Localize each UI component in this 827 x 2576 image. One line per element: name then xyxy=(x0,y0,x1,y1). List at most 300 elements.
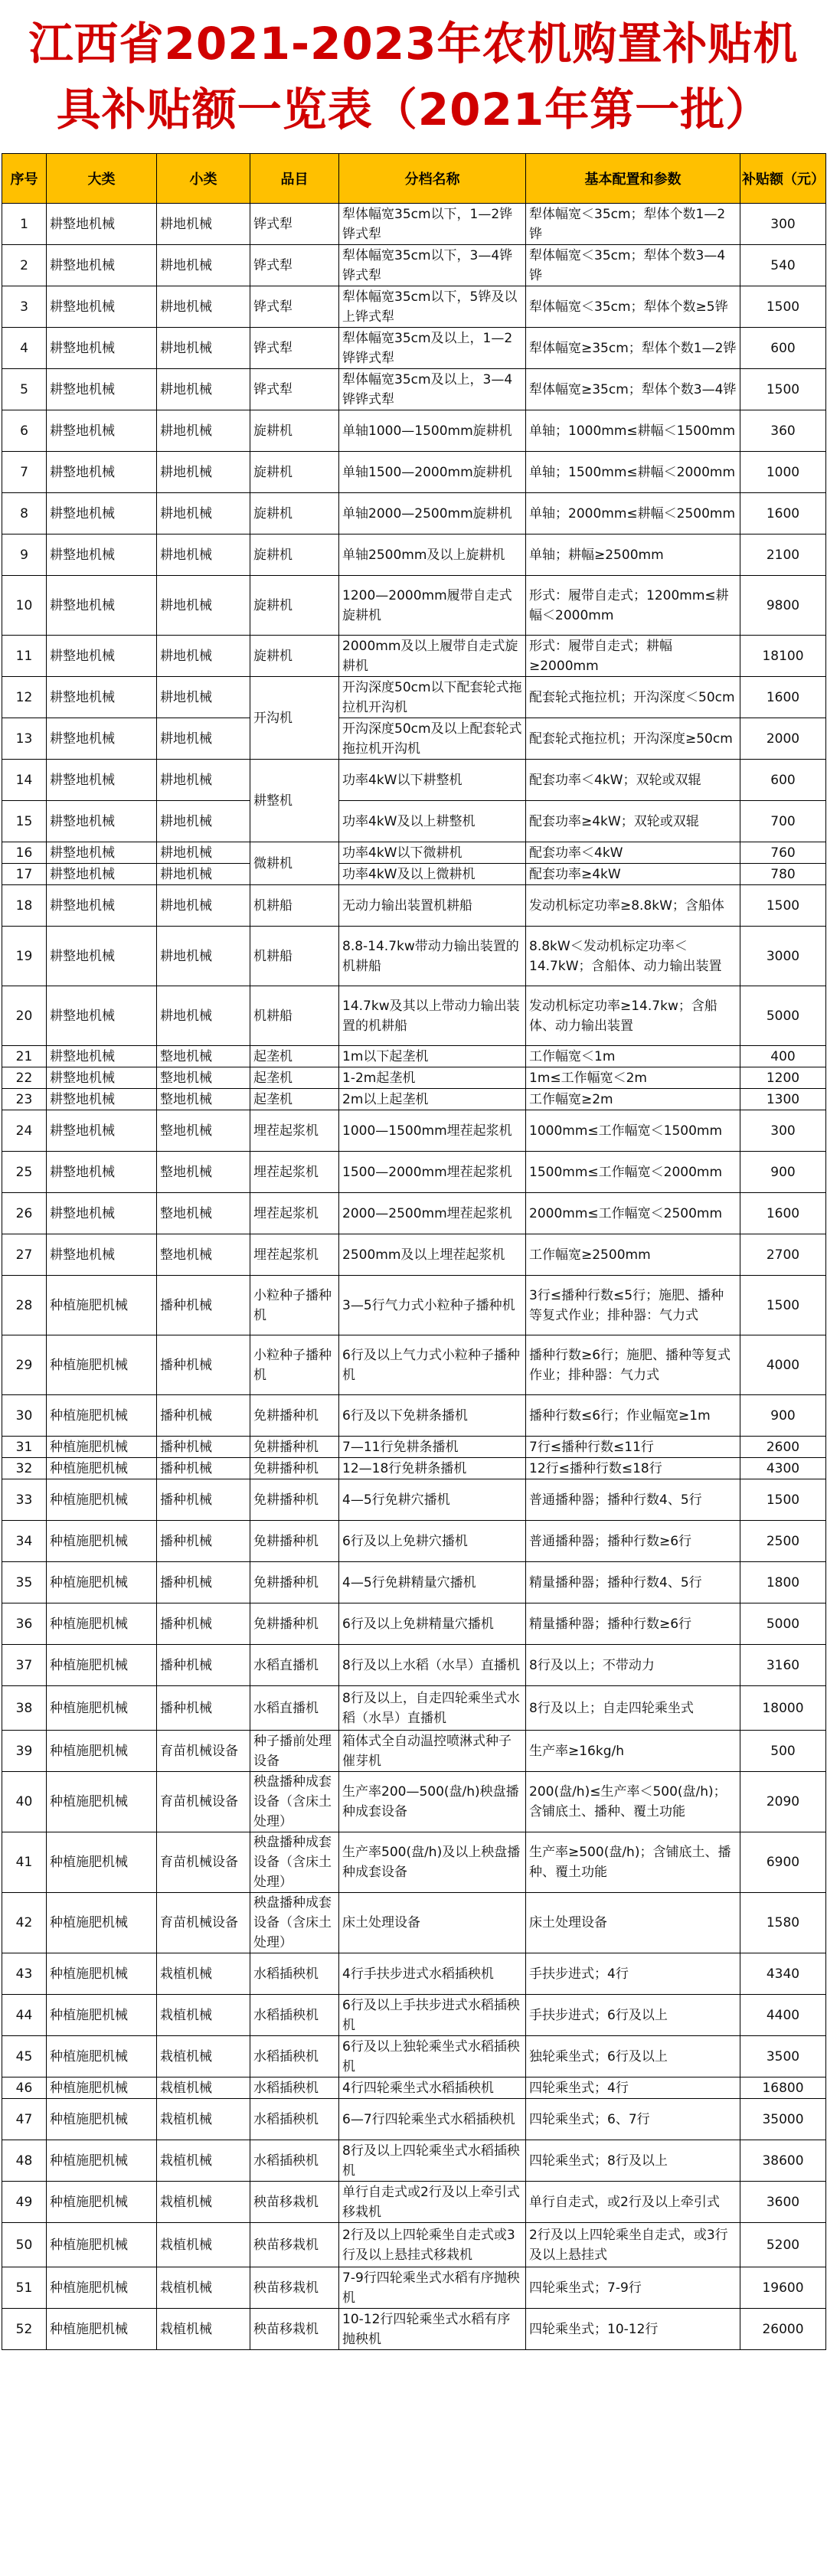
item-cell: 水稻插秧机 xyxy=(250,2099,339,2140)
category-cell: 种植施肥机械 xyxy=(47,2099,157,2140)
grade-cell: 床土处理设备 xyxy=(339,1893,526,1953)
subcategory-cell: 播种机械 xyxy=(157,1521,250,1562)
category-cell: 耕整地机械 xyxy=(47,410,157,452)
table-row xyxy=(2,534,826,576)
row-number: 33 xyxy=(2,1479,47,1521)
amount-cell: 540 xyxy=(740,245,826,286)
spec-cell: 犁体幅宽＜35cm；犁体个数1—2铧 xyxy=(526,204,740,245)
item-cell: 免耕播种机 xyxy=(250,1521,339,1562)
spec-cell: 7行≤播种行数≤11行 xyxy=(526,1437,740,1458)
amount-cell: 18000 xyxy=(740,1686,826,1731)
grade-cell: 7—11行免耕条播机 xyxy=(339,1437,526,1458)
table-row xyxy=(2,1995,826,2036)
table-row xyxy=(2,204,826,245)
row-number: 44 xyxy=(2,1995,47,2036)
amount-cell: 4340 xyxy=(740,1953,826,1995)
amount-cell: 1600 xyxy=(740,1193,826,1234)
spec-cell: 生产率≥500(盘/h)；含铺底土、播种、覆土功能 xyxy=(526,1832,740,1893)
spec-cell: 犁体幅宽＜35cm；犁体个数≥5铧 xyxy=(526,286,740,328)
category-cell: 耕整地机械 xyxy=(47,534,157,576)
category-cell: 种植施肥机械 xyxy=(47,2182,157,2223)
row-number: 9 xyxy=(2,534,47,576)
table-row xyxy=(2,576,826,636)
subcategory-cell: 耕地机械 xyxy=(157,927,250,986)
category-cell: 耕整地机械 xyxy=(47,1152,157,1193)
table-row xyxy=(2,1562,826,1603)
table-row xyxy=(2,1067,826,1089)
item-cell: 免耕播种机 xyxy=(250,1562,339,1603)
grade-cell: 4行手扶步进式水稻插秧机 xyxy=(339,1953,526,1995)
grade-cell: 无动力输出装置机耕船 xyxy=(339,885,526,927)
grade-cell: 2行及以上四轮乘坐自走式或3行及以上悬挂式移栽机 xyxy=(339,2223,526,2267)
amount-cell: 1300 xyxy=(740,1089,826,1110)
grade-cell: 12—18行免耕条播机 xyxy=(339,1458,526,1479)
category-cell: 耕整地机械 xyxy=(47,1110,157,1152)
row-number: 8 xyxy=(2,493,47,534)
amount-cell: 360 xyxy=(740,410,826,452)
amount-cell: 19600 xyxy=(740,2267,826,2309)
spec-cell: 精量播种器；播种行数≥6行 xyxy=(526,1603,740,1645)
table-row xyxy=(2,452,826,493)
table-row xyxy=(2,2223,826,2267)
spec-cell: 手扶步进式；6行及以上 xyxy=(526,1995,740,2036)
row-number: 3 xyxy=(2,286,47,328)
spec-cell: 手扶步进式；4行 xyxy=(526,1953,740,1995)
table-row xyxy=(2,1276,826,1335)
amount-cell: 2600 xyxy=(740,1437,826,1458)
subcategory-cell: 耕地机械 xyxy=(157,493,250,534)
spec-cell: 1m≤工作幅宽＜2m xyxy=(526,1067,740,1089)
spec-cell: 配套轮式拖拉机；开沟深度＜50cm xyxy=(526,677,740,718)
table-row xyxy=(2,927,826,986)
amount-cell: 400 xyxy=(740,1046,826,1067)
table-row xyxy=(2,493,826,534)
spec-cell: 8行及以上；自走四轮乘坐式 xyxy=(526,1686,740,1731)
item-cell: 旋耕机 xyxy=(250,576,339,636)
item-cell: 机耕船 xyxy=(250,885,339,927)
amount-cell: 700 xyxy=(740,801,826,842)
table-header-row xyxy=(2,154,826,204)
spec-cell: 四轮乘坐式；8行及以上 xyxy=(526,2140,740,2182)
item-cell: 免耕播种机 xyxy=(250,1437,339,1458)
spec-cell: 1000mm≤工作幅宽＜1500mm xyxy=(526,1110,740,1152)
category-cell: 种植施肥机械 xyxy=(47,1893,157,1953)
item-cell: 小粒种子播种机 xyxy=(250,1276,339,1335)
row-number: 17 xyxy=(2,864,47,885)
amount-cell: 3500 xyxy=(740,2036,826,2077)
grade-cell: 功率4kW及以上耕整机 xyxy=(339,801,526,842)
category-cell: 耕整地机械 xyxy=(47,760,157,801)
grade-cell: 开沟深度50cm以下配套轮式拖拉机开沟机 xyxy=(339,677,526,718)
table-row xyxy=(2,1437,826,1458)
row-number: 28 xyxy=(2,1276,47,1335)
table-row xyxy=(2,1395,826,1437)
category-cell: 种植施肥机械 xyxy=(47,2267,157,2309)
item-cell: 埋茬起浆机 xyxy=(250,1152,339,1193)
amount-cell: 1800 xyxy=(740,1562,826,1603)
row-number: 21 xyxy=(2,1046,47,1067)
item-cell: 免耕播种机 xyxy=(250,1479,339,1521)
subcategory-cell: 育苗机械设备 xyxy=(157,1832,250,1893)
row-number: 43 xyxy=(2,1953,47,1995)
subcategory-cell: 整地机械 xyxy=(157,1089,250,1110)
table-row xyxy=(2,1110,826,1152)
grade-cell: 犁体幅宽35cm以下，3—4铧铧式犁 xyxy=(339,245,526,286)
amount-cell: 5000 xyxy=(740,986,826,1046)
category-cell: 种植施肥机械 xyxy=(47,1437,157,1458)
grade-cell: 6行及以上免耕精量穴播机 xyxy=(339,1603,526,1645)
table-row xyxy=(2,1193,826,1234)
item-cell: 起垄机 xyxy=(250,1046,339,1067)
row-number: 14 xyxy=(2,760,47,801)
row-number: 13 xyxy=(2,718,47,760)
row-number: 46 xyxy=(2,2077,47,2099)
category-cell: 种植施肥机械 xyxy=(47,1521,157,1562)
category-cell: 种植施肥机械 xyxy=(47,1995,157,2036)
row-number: 26 xyxy=(2,1193,47,1234)
row-number: 36 xyxy=(2,1603,47,1645)
amount-cell: 1500 xyxy=(740,286,826,328)
item-cell: 铧式犁 xyxy=(250,328,339,369)
table-row xyxy=(2,801,826,842)
amount-cell: 1200 xyxy=(740,1067,826,1089)
spec-cell: 四轮乘坐式；4行 xyxy=(526,2077,740,2099)
spec-cell: 播种行数≤6行；作业幅宽≥1m xyxy=(526,1395,740,1437)
row-number: 10 xyxy=(2,576,47,636)
row-number: 38 xyxy=(2,1686,47,1731)
amount-cell: 38600 xyxy=(740,2140,826,2182)
spec-cell: 工作幅宽＜1m xyxy=(526,1046,740,1067)
amount-cell: 1500 xyxy=(740,369,826,410)
category-cell: 耕整地机械 xyxy=(47,204,157,245)
item-cell: 小粒种子播种机 xyxy=(250,1335,339,1395)
spec-cell: 配套功率≥4kW；双轮或双辊 xyxy=(526,801,740,842)
table-row xyxy=(2,986,826,1046)
item-cell: 秧盘播种成套设备（含床土处理） xyxy=(250,1772,339,1832)
amount-cell: 35000 xyxy=(740,2099,826,2140)
table-row xyxy=(2,1089,826,1110)
item-cell: 秧苗移栽机 xyxy=(250,2309,339,2350)
item-cell: 铧式犁 xyxy=(250,245,339,286)
subcategory-cell: 播种机械 xyxy=(157,1437,250,1458)
row-number: 30 xyxy=(2,1395,47,1437)
item-cell: 微耕机 xyxy=(250,842,339,885)
subcategory-cell: 耕地机械 xyxy=(157,864,250,885)
amount-cell: 1600 xyxy=(740,677,826,718)
category-cell: 种植施肥机械 xyxy=(47,1603,157,1645)
header-subcategory: 小类 xyxy=(157,154,250,204)
category-cell: 种植施肥机械 xyxy=(47,1335,157,1395)
table-row xyxy=(2,1335,826,1395)
spec-cell: 生产率≥16kg/h xyxy=(526,1731,740,1772)
table-row xyxy=(2,245,826,286)
row-number: 23 xyxy=(2,1089,47,1110)
grade-cell: 6行及以上手扶步进式水稻插秧机 xyxy=(339,1995,526,2036)
item-cell: 秧苗移栽机 xyxy=(250,2267,339,2309)
table-row xyxy=(2,842,826,864)
category-cell: 耕整地机械 xyxy=(47,677,157,718)
row-number: 12 xyxy=(2,677,47,718)
item-cell: 埋茬起浆机 xyxy=(250,1193,339,1234)
amount-cell: 26000 xyxy=(740,2309,826,2350)
page-title xyxy=(0,0,827,153)
grade-cell: 3—5行气力式小粒种子播种机 xyxy=(339,1276,526,1335)
item-cell: 秧盘播种成套设备（含床土处理） xyxy=(250,1893,339,1953)
row-number: 4 xyxy=(2,328,47,369)
grade-cell: 1500—2000mm埋茬起浆机 xyxy=(339,1152,526,1193)
amount-cell: 300 xyxy=(740,1110,826,1152)
category-cell: 种植施肥机械 xyxy=(47,1276,157,1335)
subcategory-cell: 耕地机械 xyxy=(157,286,250,328)
row-number: 22 xyxy=(2,1067,47,1089)
item-cell: 开沟机 xyxy=(250,677,339,760)
row-number: 50 xyxy=(2,2223,47,2267)
table-row xyxy=(2,1234,826,1276)
grade-cell: 4行四轮乘坐式水稻插秧机 xyxy=(339,2077,526,2099)
category-cell: 耕整地机械 xyxy=(47,1089,157,1110)
item-cell: 秧盘播种成套设备（含床土处理） xyxy=(250,1832,339,1893)
spec-cell: 单行自走式，或2行及以上牵引式 xyxy=(526,2182,740,2223)
item-cell: 起垄机 xyxy=(250,1089,339,1110)
item-cell: 旋耕机 xyxy=(250,493,339,534)
row-number: 32 xyxy=(2,1458,47,1479)
row-number: 40 xyxy=(2,1772,47,1832)
spec-cell: 犁体幅宽≥35cm；犁体个数1—2铧 xyxy=(526,328,740,369)
grade-cell: 单行自走式或2行及以上牵引式移栽机 xyxy=(339,2182,526,2223)
title-line-2: 具补贴额一览表（2021年第一批） xyxy=(56,83,771,136)
grade-cell: 6行及以下免耕条播机 xyxy=(339,1395,526,1437)
header-amount: 补贴额（元） xyxy=(740,154,826,204)
spec-cell: 床土处理设备 xyxy=(526,1893,740,1953)
category-cell: 耕整地机械 xyxy=(47,864,157,885)
category-cell: 耕整地机械 xyxy=(47,927,157,986)
subcategory-cell: 育苗机械设备 xyxy=(157,1893,250,1953)
item-cell: 水稻直播机 xyxy=(250,1686,339,1731)
spec-cell: 200(盘/h)≤生产率＜500(盘/h)；含铺底土、播种、覆土功能 xyxy=(526,1772,740,1832)
table-row xyxy=(2,677,826,718)
grade-cell: 功率4kW及以上微耕机 xyxy=(339,864,526,885)
table-row xyxy=(2,760,826,801)
grade-cell: 7-9行四轮乘坐式水稻有序抛秧机 xyxy=(339,2267,526,2309)
amount-cell: 2700 xyxy=(740,1234,826,1276)
spec-cell: 工作幅宽≥2500mm xyxy=(526,1234,740,1276)
category-cell: 耕整地机械 xyxy=(47,1234,157,1276)
subcategory-cell: 播种机械 xyxy=(157,1686,250,1731)
grade-cell: 8.8-14.7kw带动力输出装置的机耕船 xyxy=(339,927,526,986)
subsidy-table xyxy=(2,153,826,2350)
row-number: 7 xyxy=(2,452,47,493)
subcategory-cell: 耕地机械 xyxy=(157,328,250,369)
spec-cell: 形式：履带自走式；1200mm≤耕幅＜2000mm xyxy=(526,576,740,636)
spec-cell: 单轴；耕幅≥2500mm xyxy=(526,534,740,576)
amount-cell: 18100 xyxy=(740,636,826,677)
item-cell: 水稻插秧机 xyxy=(250,1953,339,1995)
subcategory-cell: 育苗机械设备 xyxy=(157,1772,250,1832)
subcategory-cell: 耕地机械 xyxy=(157,534,250,576)
grade-cell: 2m以上起垄机 xyxy=(339,1089,526,1110)
category-cell: 耕整地机械 xyxy=(47,245,157,286)
table-row xyxy=(2,1458,826,1479)
row-number: 34 xyxy=(2,1521,47,1562)
amount-cell: 2090 xyxy=(740,1772,826,1832)
subcategory-cell: 耕地机械 xyxy=(157,760,250,801)
subcategory-cell: 整地机械 xyxy=(157,1152,250,1193)
item-cell: 铧式犁 xyxy=(250,369,339,410)
amount-cell: 9800 xyxy=(740,576,826,636)
table-row xyxy=(2,1731,826,1772)
grade-cell: 6行及以上气力式小粒种子播种机 xyxy=(339,1335,526,1395)
grade-cell: 单轴1000—1500mm旋耕机 xyxy=(339,410,526,452)
grade-cell: 8行及以上，自走四轮乘坐式水稻（水旱）直播机 xyxy=(339,1686,526,1731)
row-number: 48 xyxy=(2,2140,47,2182)
table-row xyxy=(2,718,826,760)
grade-cell: 单轴2500mm及以上旋耕机 xyxy=(339,534,526,576)
category-cell: 耕整地机械 xyxy=(47,369,157,410)
item-cell: 起垄机 xyxy=(250,1067,339,1089)
spec-cell: 形式：履带自走式；耕幅≥2000mm xyxy=(526,636,740,677)
subcategory-cell: 整地机械 xyxy=(157,1067,250,1089)
header-grade: 分档名称 xyxy=(339,154,526,204)
subcategory-cell: 栽植机械 xyxy=(157,2077,250,2099)
subcategory-cell: 栽植机械 xyxy=(157,2140,250,2182)
spec-cell: 播种行数≥6行；施肥、播种等复式作业；排种器：气力式 xyxy=(526,1335,740,1395)
table-row xyxy=(2,1772,826,1832)
category-cell: 种植施肥机械 xyxy=(47,2077,157,2099)
amount-cell: 3600 xyxy=(740,2182,826,2223)
amount-cell: 1580 xyxy=(740,1893,826,1953)
item-cell: 水稻直播机 xyxy=(250,1645,339,1686)
item-cell: 免耕播种机 xyxy=(250,1458,339,1479)
subcategory-cell: 播种机械 xyxy=(157,1458,250,1479)
amount-cell: 3160 xyxy=(740,1645,826,1686)
table-row xyxy=(2,2099,826,2140)
subcategory-cell: 播种机械 xyxy=(157,1479,250,1521)
subcategory-cell: 栽植机械 xyxy=(157,1953,250,1995)
category-cell: 种植施肥机械 xyxy=(47,1772,157,1832)
table-row xyxy=(2,1953,826,1995)
subcategory-cell: 耕地机械 xyxy=(157,885,250,927)
item-cell: 水稻插秧机 xyxy=(250,2077,339,2099)
spec-cell: 1500mm≤工作幅宽＜2000mm xyxy=(526,1152,740,1193)
amount-cell: 2000 xyxy=(740,718,826,760)
header-no: 序号 xyxy=(2,154,47,204)
row-number: 15 xyxy=(2,801,47,842)
amount-cell: 900 xyxy=(740,1152,826,1193)
row-number: 2 xyxy=(2,245,47,286)
subcategory-cell: 播种机械 xyxy=(157,1645,250,1686)
table-row xyxy=(2,2182,826,2223)
subcategory-cell: 栽植机械 xyxy=(157,2182,250,2223)
grade-cell: 10-12行四轮乘坐式水稻有序抛秧机 xyxy=(339,2309,526,2350)
table-row xyxy=(2,864,826,885)
category-cell: 耕整地机械 xyxy=(47,576,157,636)
table-body xyxy=(2,204,826,2350)
spec-cell: 犁体幅宽≥35cm；犁体个数3—4铧 xyxy=(526,369,740,410)
row-number: 11 xyxy=(2,636,47,677)
table-row xyxy=(2,369,826,410)
grade-cell: 1m以下起垄机 xyxy=(339,1046,526,1067)
row-number: 42 xyxy=(2,1893,47,1953)
item-cell: 水稻插秧机 xyxy=(250,1995,339,2036)
amount-cell: 3000 xyxy=(740,927,826,986)
row-number: 37 xyxy=(2,1645,47,1686)
category-cell: 种植施肥机械 xyxy=(47,1395,157,1437)
row-number: 20 xyxy=(2,986,47,1046)
title-line-1: 江西省2021-2023年农机购置补贴机 xyxy=(28,18,799,70)
amount-cell: 1500 xyxy=(740,1276,826,1335)
amount-cell: 300 xyxy=(740,204,826,245)
row-number: 51 xyxy=(2,2267,47,2309)
subcategory-cell: 耕地机械 xyxy=(157,576,250,636)
subcategory-cell: 整地机械 xyxy=(157,1234,250,1276)
item-cell: 铧式犁 xyxy=(250,286,339,328)
category-cell: 耕整地机械 xyxy=(47,1193,157,1234)
item-cell: 旋耕机 xyxy=(250,452,339,493)
row-number: 39 xyxy=(2,1731,47,1772)
amount-cell: 500 xyxy=(740,1731,826,1772)
category-cell: 种植施肥机械 xyxy=(47,1645,157,1686)
category-cell: 种植施肥机械 xyxy=(47,2309,157,2350)
amount-cell: 760 xyxy=(740,842,826,864)
table-row xyxy=(2,1479,826,1521)
grade-cell: 犁体幅宽35cm以下，5铧及以上铧式犁 xyxy=(339,286,526,328)
grade-cell: 1-2m起垄机 xyxy=(339,1067,526,1089)
amount-cell: 1000 xyxy=(740,452,826,493)
subcategory-cell: 耕地机械 xyxy=(157,677,250,718)
category-cell: 耕整地机械 xyxy=(47,801,157,842)
table-row xyxy=(2,885,826,927)
grade-cell: 生产率200—500(盘/h)秧盘播种成套设备 xyxy=(339,1772,526,1832)
category-cell: 种植施肥机械 xyxy=(47,1832,157,1893)
grade-cell: 单轴1500—2000mm旋耕机 xyxy=(339,452,526,493)
amount-cell: 4400 xyxy=(740,1995,826,2036)
grade-cell: 犁体幅宽35cm以下，1—2铧铧式犁 xyxy=(339,204,526,245)
amount-cell: 2100 xyxy=(740,534,826,576)
header-item: 品目 xyxy=(250,154,339,204)
amount-cell: 5200 xyxy=(740,2223,826,2267)
row-number: 24 xyxy=(2,1110,47,1152)
category-cell: 耕整地机械 xyxy=(47,493,157,534)
category-cell: 耕整地机械 xyxy=(47,1046,157,1067)
item-cell: 水稻插秧机 xyxy=(250,2036,339,2077)
category-cell: 种植施肥机械 xyxy=(47,2223,157,2267)
grade-cell: 2500mm及以上埋茬起浆机 xyxy=(339,1234,526,1276)
row-number: 19 xyxy=(2,927,47,986)
category-cell: 耕整地机械 xyxy=(47,842,157,864)
row-number: 1 xyxy=(2,204,47,245)
item-cell: 埋茬起浆机 xyxy=(250,1110,339,1152)
header-spec: 基本配置和参数 xyxy=(526,154,740,204)
subcategory-cell: 栽植机械 xyxy=(157,1995,250,2036)
row-number: 49 xyxy=(2,2182,47,2223)
subcategory-cell: 耕地机械 xyxy=(157,636,250,677)
spec-cell: 工作幅宽≥2m xyxy=(526,1089,740,1110)
category-cell: 耕整地机械 xyxy=(47,718,157,760)
grade-cell: 4—5行免耕精量穴播机 xyxy=(339,1562,526,1603)
grade-cell: 箱体式全自动温控喷淋式种子催芽机 xyxy=(339,1731,526,1772)
spec-cell: 8行及以上；不带动力 xyxy=(526,1645,740,1686)
grade-cell: 开沟深度50cm及以上配套轮式拖拉机开沟机 xyxy=(339,718,526,760)
subcategory-cell: 耕地机械 xyxy=(157,718,250,760)
subcategory-cell: 耕地机械 xyxy=(157,452,250,493)
amount-cell: 600 xyxy=(740,328,826,369)
row-number: 29 xyxy=(2,1335,47,1395)
amount-cell: 1500 xyxy=(740,1479,826,1521)
subcategory-cell: 整地机械 xyxy=(157,1110,250,1152)
grade-cell: 2000mm及以上履带自走式旋耕机 xyxy=(339,636,526,677)
subcategory-cell: 耕地机械 xyxy=(157,369,250,410)
header-category: 大类 xyxy=(47,154,157,204)
